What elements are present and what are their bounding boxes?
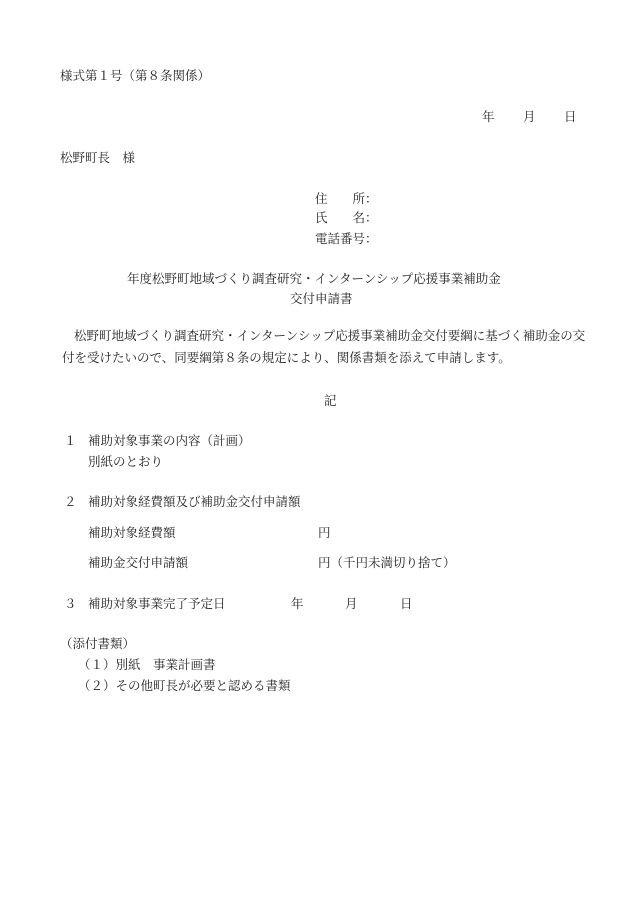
- form-number: 様式第１号（第８条関係）: [60, 68, 211, 83]
- item3-label: 補助対象事業完了予定日: [88, 596, 226, 611]
- date-day: 日: [564, 109, 577, 124]
- address-label: 住 所：: [315, 191, 378, 206]
- grant-label: 補助金交付申請額: [88, 555, 189, 570]
- completion-day: 日: [400, 596, 413, 611]
- attachment-item: （１）別紙 事業計画書: [78, 657, 216, 672]
- name-label: 氏 名：: [315, 210, 378, 225]
- item1-value: 別紙のとおり: [88, 454, 164, 469]
- attachments-heading: （添付書類）: [60, 636, 136, 651]
- expense-unit: 円: [318, 525, 331, 540]
- title-line-1: 年度松野町地域づくり調査研究・インターンシップ応援事業補助金: [127, 271, 501, 286]
- attachment-item: （２）その他町長が必要と認める書類: [78, 678, 291, 693]
- ki-heading: 記: [324, 393, 337, 408]
- item1-label: 補助対象事業の内容（計画）: [88, 433, 251, 448]
- item2-number: ２: [64, 494, 77, 509]
- item3-number: ３: [64, 596, 77, 611]
- date-year: 年: [482, 109, 495, 124]
- grant-unit: 円（千円未満切り捨て）: [318, 555, 456, 570]
- item2-label: 補助対象経費額及び補助金交付申請額: [88, 494, 301, 509]
- phone-label: 電話番号：: [315, 231, 378, 246]
- application-body-text: 松野町地域づくり調査研究・インターンシップ応援事業補助金交付要綱に基づく補助金の交付を受けたいので、同要綱第８条の規定により、関係書類を添えて申請します。: [62, 328, 586, 365]
- completion-month: 月: [345, 596, 358, 611]
- completion-year: 年: [291, 596, 304, 611]
- title-line-2: 交付申請書: [290, 291, 353, 306]
- expense-label: 補助対象経費額: [88, 525, 176, 540]
- item1-number: １: [64, 433, 77, 448]
- date-month: 月: [523, 109, 536, 124]
- addressee: 松野町長 様: [60, 150, 136, 165]
